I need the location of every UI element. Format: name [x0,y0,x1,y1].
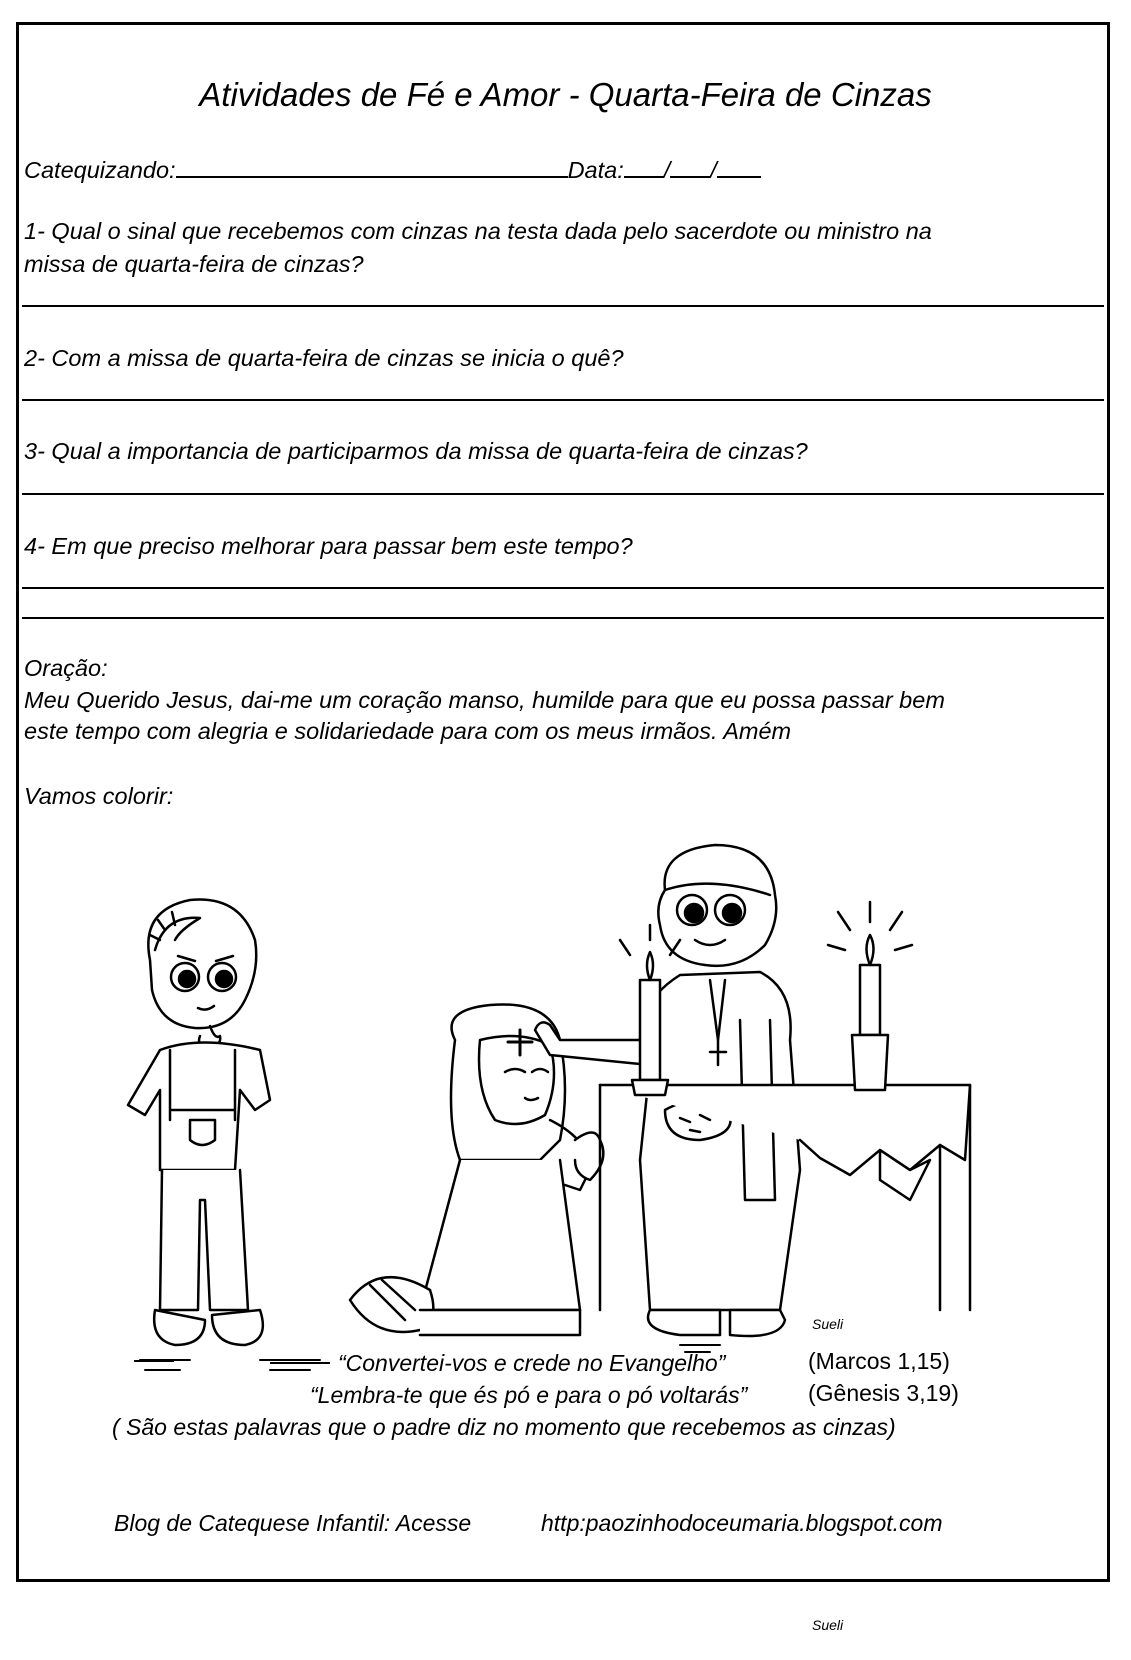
prayer-heading: Oração: [24,655,108,681]
question-4: 4- Em que preciso melhorar para passar bem este tempo? [24,533,633,559]
boy-figure [128,900,270,1346]
question-2: 2- Com a missa de quarta-feira de cinzas se inicia o quê? [24,345,624,371]
date-year-field[interactable] [717,156,761,178]
verse-1-text: “Convertei-vos e crede no Evangelho” [338,1350,726,1376]
catequizando-label: Catequizando: [24,157,176,183]
prayer-line-1: Meu Querido Jesus, dai-me um coração manso, humilde para que eu possa passar bem [24,687,945,713]
artist-signature: Sueli [812,1316,844,1332]
answer-line-4a[interactable] [22,587,1104,589]
illustration-signature: Sueli [812,1617,844,1633]
verse-2-text: “Lembra-te que és pó e para o pó voltarás” [310,1382,748,1408]
verse-2-reference: (Gênesis 3,19) [808,1380,959,1406]
footer-blog-url[interactable]: http:paozinhodoceumaria.blogspot.com [541,1510,943,1536]
right-candle [828,902,912,1090]
answer-line-2[interactable] [22,399,1104,401]
prayer-line-2: este tempo com alegria e solidariedade para com os meus irmãos. Amém [24,718,792,744]
page-title: Atividades de Fé e Amor - Quarta-Feira de Cinzas [199,76,932,113]
answer-line-4b[interactable] [22,617,1104,619]
ground-mark [270,1362,330,1364]
date-day-field[interactable] [624,156,664,178]
date-month-field[interactable] [670,156,710,178]
catequizando-field[interactable] [176,156,568,178]
student-info-row [24,156,761,184]
ground-mark [134,1360,174,1362]
answer-line-1[interactable] [22,305,1104,307]
date-separator-1: / [663,157,671,183]
verses-explanation: ( São estas palavras que o padre diz no momento que recebemos as cinzas) [112,1414,896,1440]
date-separator-2: / [710,157,717,183]
verse-1-reference: (Marcos 1,15) [808,1348,950,1374]
answer-line-3[interactable] [22,493,1104,495]
question-3: 3- Qual a importancia de participarmos da missa de quarta-feira de cinzas? [24,438,808,464]
date-label: Data: [567,157,624,183]
footer-blog-label: Blog de Catequese Infantil: Acesse [114,1510,472,1536]
question-1-line-2: missa de quarta-feira de cinzas? [24,251,364,277]
coloring-label: Vamos colorir: [24,783,174,809]
ash-wednesday-coloring-illustration [120,840,1000,1660]
question-1-line-1: 1- Qual o sinal que recebemos com cinzas na testa dada pelo sacerdote ou ministro na [24,218,932,244]
